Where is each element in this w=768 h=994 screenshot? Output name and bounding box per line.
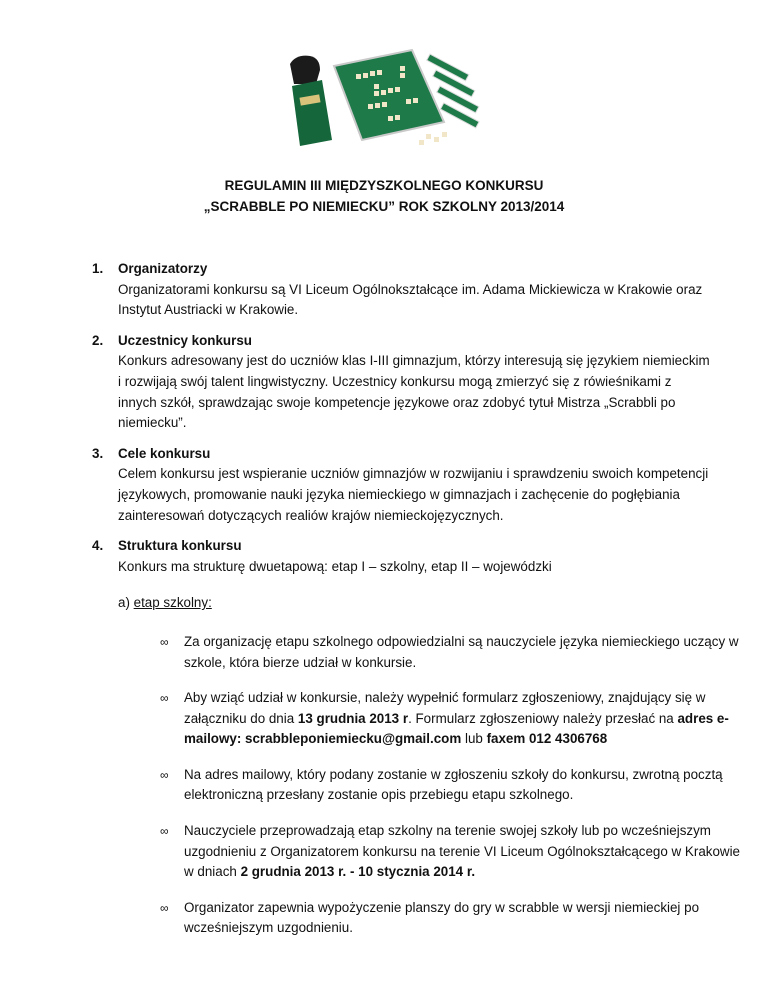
- bullet-text: lub: [461, 731, 487, 747]
- bullet-icon: ∞: [160, 691, 169, 706]
- bullet-icon: ∞: [160, 634, 169, 649]
- section-number: 2.: [92, 332, 104, 348]
- list-item: [160, 821, 740, 883]
- section-body: Organizatorami konkursu są VI Liceum Ogólnokształcące im. Adama Mickiewicza w Krakowie oraz Instytut Austriacki w Krakowie.: [118, 281, 703, 318]
- section-body: Konkurs ma strukturę dwuetapową: etap I – szkolny, etap II – wojewódzki: [118, 558, 552, 574]
- list-item: [160, 688, 740, 750]
- list-item: [160, 898, 740, 939]
- section-heading: Organizatorzy: [118, 261, 208, 276]
- section-goals: [92, 444, 712, 526]
- bullet-text: Nauczyciele przeprowadzają etap szkolny na terenie swojej szkoły lub po wcześniejszym uzgodnieniu z Organizatorem konkursu na terenie VI Liceum Ogólnokształcącego w Krakowie w dniach: [184, 823, 741, 880]
- bullet-text: Organizator zapewnia wypożyczenie planszy do gry w scrabble w wersji niemieckiej po wcześniejszym uzgodnieniu.: [184, 899, 700, 936]
- section-organizers: [92, 259, 712, 321]
- bullet-text: Za organizację etapu szkolnego odpowiedzialni są nauczyciele języka niemieckiego uczący w szkole, która bierze udział w konkursie.: [184, 633, 739, 670]
- school-stage-list: [92, 632, 741, 939]
- subsection-school-stage: [118, 593, 712, 614]
- subsection-prefix: a): [118, 595, 134, 611]
- bullet-text: . Formularz zgłoszeniowy należy przesłać na: [408, 710, 678, 726]
- section-participants: [92, 331, 712, 434]
- document-title: [0, 175, 768, 217]
- section-body: Konkurs adresowany jest do uczniów klas I-III gimnazjum, którzy interesują się językiem niemieckim i rozwijają swój talent lingwistyczny. Uczestnicy konkursu mogą zmierzyć się z rówieśnikami z innych szkół, sprawdzając swoje kompetencje językowe oraz zdobyć tytuł Mistrza „Scrabbli po niemiecku”.: [118, 353, 710, 431]
- bullet-icon: ∞: [160, 824, 169, 839]
- section-heading: Cele konkursu: [118, 445, 211, 461]
- bullet-icon: ∞: [160, 767, 169, 782]
- contact-email: adres e-mailowy: scrabbleponiemiecku@gmail.com: [184, 710, 729, 747]
- stage-dates: 2 grudnia 2013 r. - 10 stycznia 2014 r.: [240, 864, 476, 880]
- section-number: 1.: [92, 261, 104, 276]
- contact-fax: faxem 012 4306768: [486, 731, 608, 747]
- title-line-2: „SCRABBLE PO NIEMIECKU” ROK SZKOLNY 2013/2014: [203, 199, 565, 214]
- section-body: Celem konkursu jest wspieranie uczniów gimnazjów w rozwijaniu i sprawdzeniu swoich kompetencji językowych, promowanie nauki języka niemieckiego w gimnazjach i zachęcenie do pogłębiania zainteresowań dotyczących realiów krajów niemieckojęzycznych.: [118, 466, 709, 523]
- section-structure: [92, 536, 712, 577]
- list-item: [160, 632, 740, 673]
- deadline-date: 13 grudnia 2013 r: [297, 710, 409, 726]
- subsection-label: etap szkolny:: [133, 595, 212, 611]
- section-heading: Struktura konkursu: [118, 538, 242, 554]
- bullet-text: Aby wziąć udział w konkursie, należy wypełnić formularz zgłoszeniowy, znajdujący się w załączniku do dnia: [184, 690, 706, 726]
- title-line-1: REGULAMIN III MIĘDZYSZKOLNEGO KONKURSU: [224, 178, 544, 193]
- bullet-text: Na adres mailowy, który podany zostanie w zgłoszeniu szkoły do konkursu, zwrotną pocztą elektroniczną przesłany zostanie opis przebiegu etapu szkolnego.: [184, 766, 723, 803]
- section-heading: Uczestnicy konkursu: [118, 332, 252, 348]
- list-item: [160, 765, 740, 806]
- regulations-content: [92, 259, 741, 954]
- section-number: 3.: [92, 445, 104, 461]
- scrabble-game-image: [276, 44, 486, 148]
- section-number: 4.: [92, 538, 104, 554]
- bullet-icon: ∞: [160, 900, 169, 915]
